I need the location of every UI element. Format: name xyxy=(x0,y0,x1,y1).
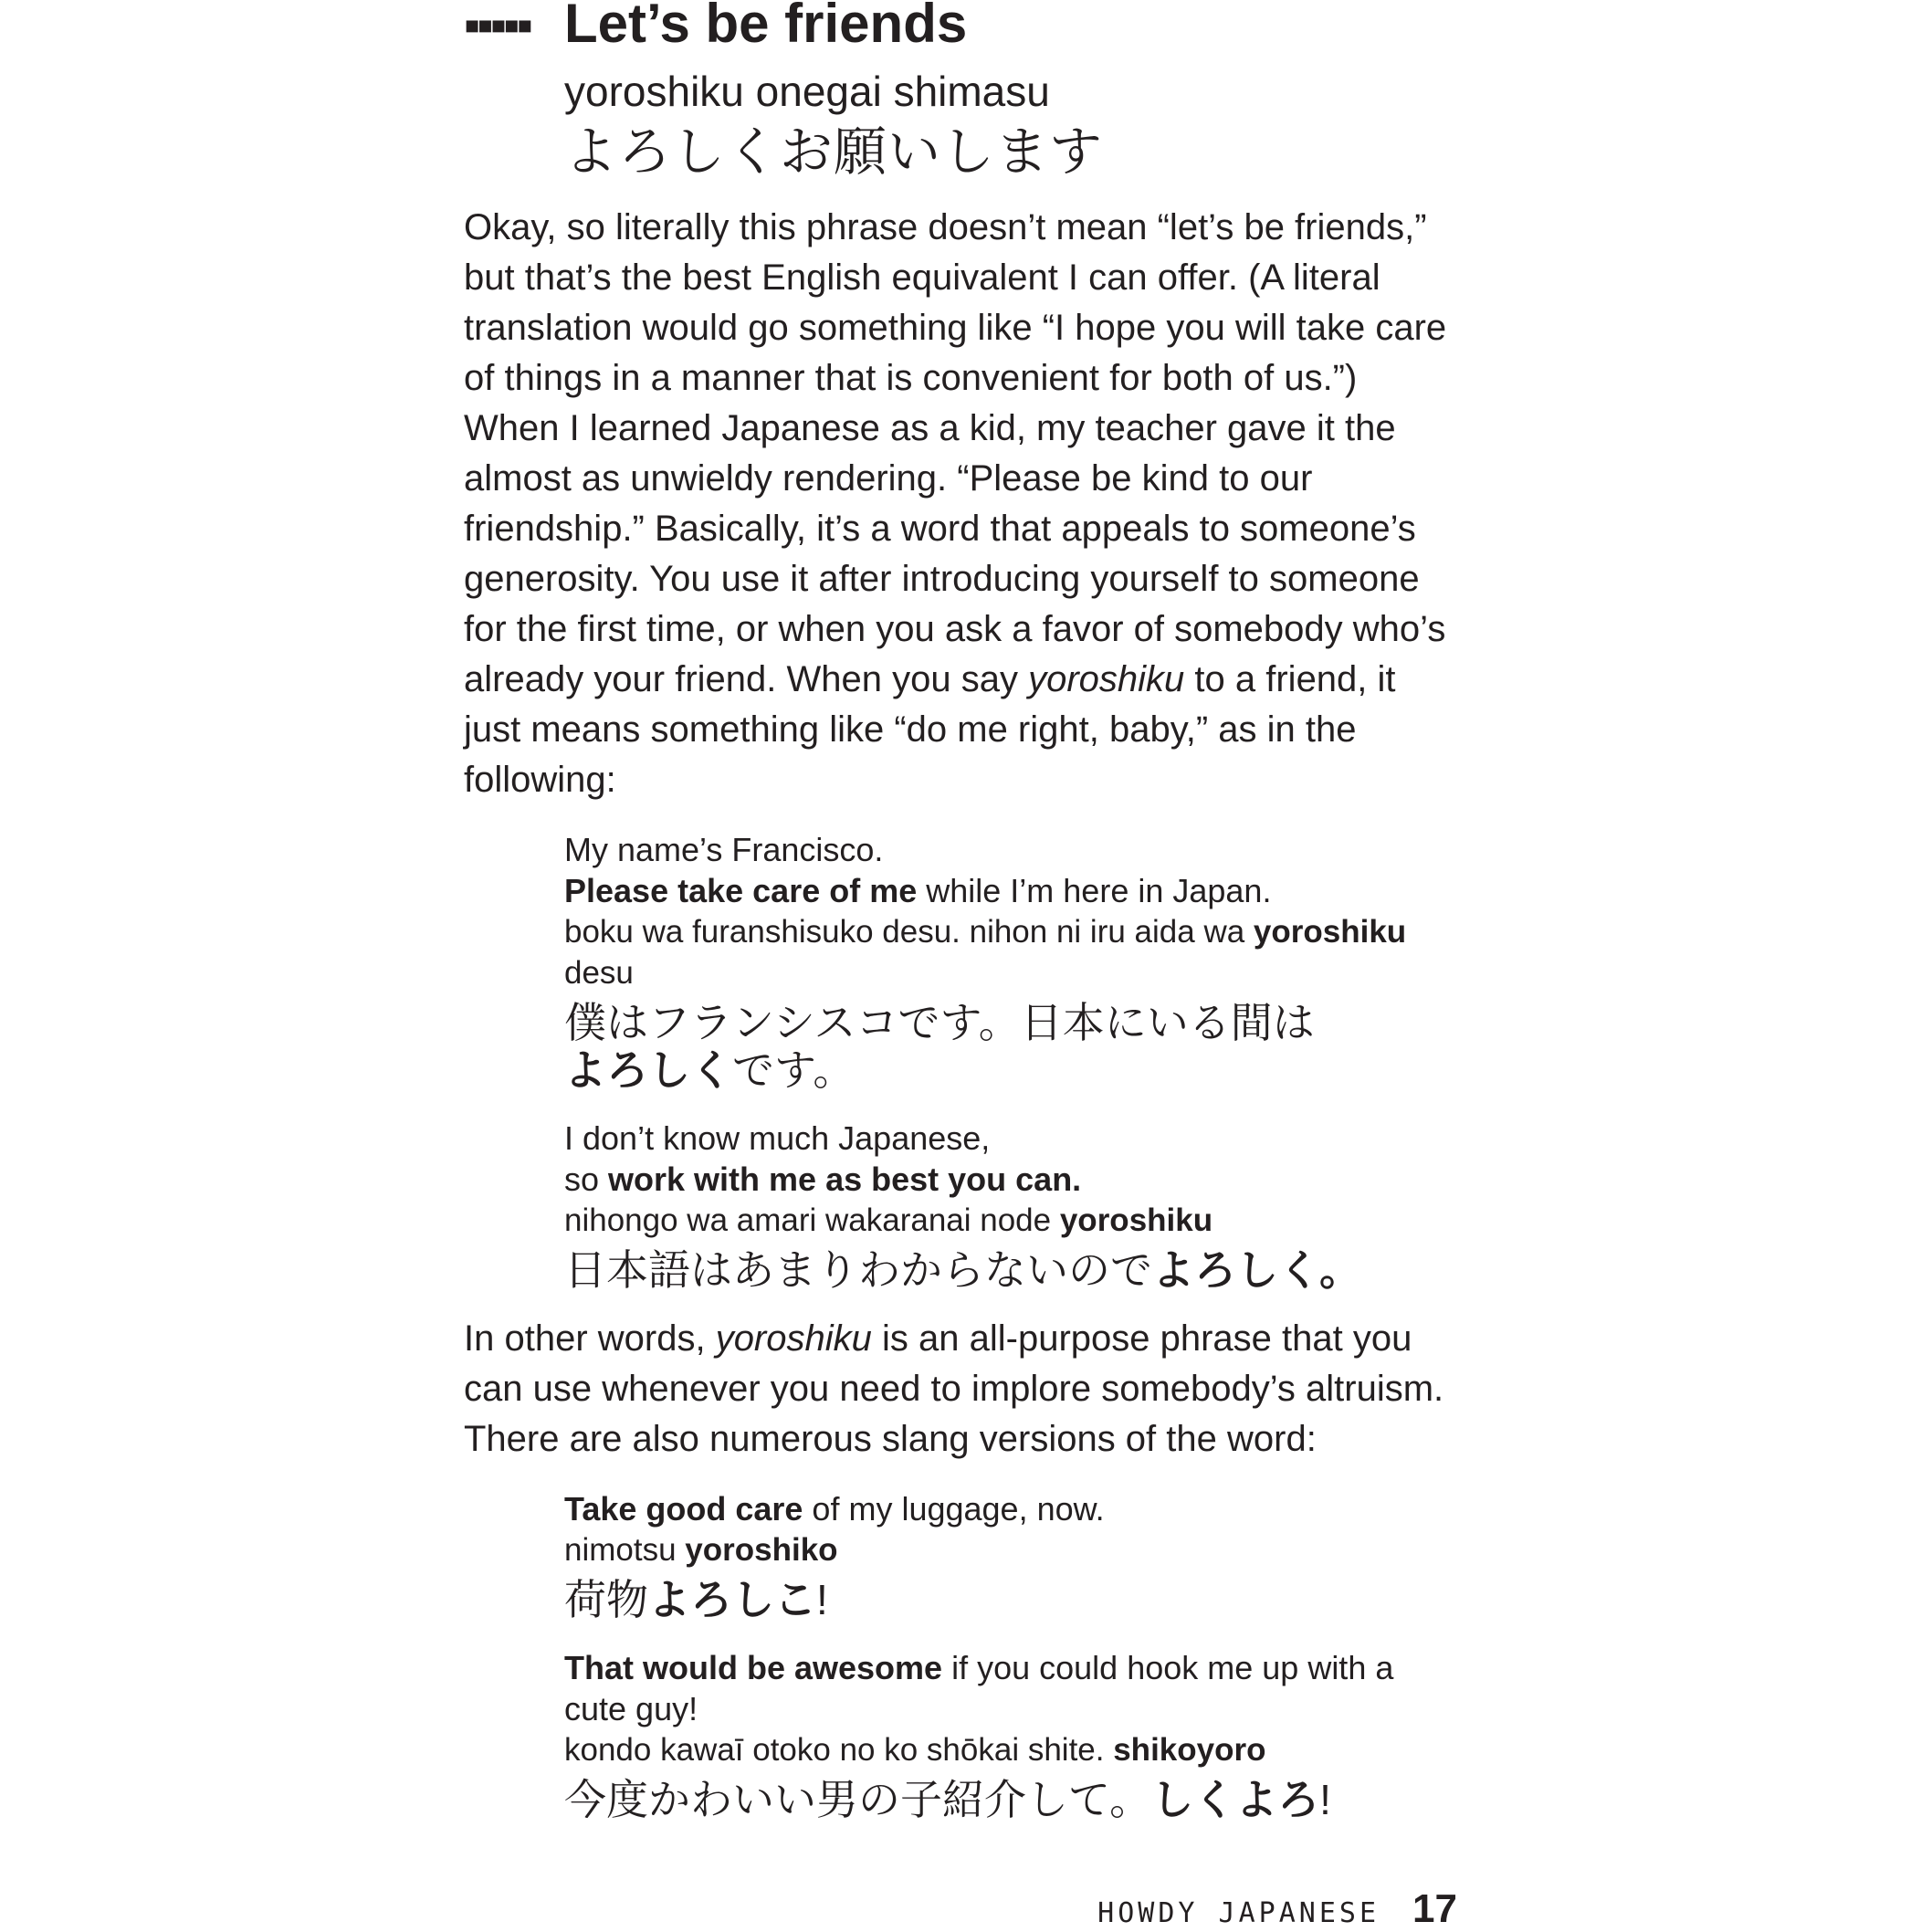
example-japanese-bold: しくよろ xyxy=(1151,1776,1320,1823)
example-english xyxy=(564,1159,1457,1200)
example-english-bold: That would be awesome xyxy=(564,1649,943,1686)
heading-dots: ▪▪▪▪▪ xyxy=(464,0,530,52)
example-little-japanese xyxy=(564,1118,1457,1294)
example-japanese-pre: 日本語はあまりわからないので xyxy=(564,1246,1152,1294)
example-cute-guy xyxy=(564,1647,1457,1823)
example-romaji-pre: boku wa furanshisuko desu. nihon ni iru aida wa xyxy=(564,914,1254,950)
example-japanese-bold: よろしく。 xyxy=(1152,1246,1362,1294)
example-japanese xyxy=(564,999,1457,1094)
example-romaji xyxy=(564,1200,1457,1241)
example-english xyxy=(564,1488,1457,1529)
example-english-pre: so xyxy=(564,1160,609,1198)
example-japanese-line1: 僕はフランシスコです。日本にいる間は xyxy=(564,999,1315,1046)
paragraph-2-text-a: In other words, xyxy=(464,1318,716,1359)
example-english-rest: while I’m here in Japan. xyxy=(917,872,1272,909)
book-title: HOWDY JAPANESE xyxy=(1097,1897,1380,1929)
example-romaji-bold: yoroshiku xyxy=(1059,1202,1213,1238)
heading-japanese: よろしくお願いします xyxy=(564,122,1104,182)
example-romaji xyxy=(564,911,1457,993)
heading-romaji: yoroshiku onegai shimasu xyxy=(564,68,1050,115)
example-english-rest: of my luggage, now. xyxy=(803,1490,1105,1528)
example-romaji-bold: yoroshiku xyxy=(1253,914,1407,950)
example-english xyxy=(564,870,1457,911)
example-japanese-bold: よろしく xyxy=(564,1046,732,1094)
example-japanese-post: ! xyxy=(1319,1776,1331,1823)
paragraph-1-text-a: Okay, so literally this phrase doesn’t mean “let’s be friends,” but that’s the best English equivalent I can offer. (A literal translation would go something like “I hope you will take care of things in a manner that is convenient for both of us.”) When I learned Japanese as a kid, my teacher gave it the almost as unwieldy rendering. “Please be kind to our friendship.” Basically, it’s a word that appeals to someone’s generosity. You use it after introducing yourself to someone for the first time, or when you ask a favor of somebody who’s already your friend. When you say xyxy=(464,207,1447,699)
example-english: I don’t know much Japanese, xyxy=(564,1119,991,1157)
example-japanese xyxy=(564,1576,1457,1623)
example-japanese xyxy=(564,1776,1457,1823)
example-english-bold: Take good care xyxy=(564,1490,803,1528)
page-footer xyxy=(1097,1886,1457,1931)
example-romaji-pre: nihongo wa amari wakaranai node xyxy=(564,1202,1060,1238)
example-japanese-pre: 荷物 xyxy=(564,1576,648,1623)
example-romaji-bold: yoroshiko xyxy=(685,1532,838,1568)
paragraph-2-italic: yoroshiku xyxy=(715,1318,872,1359)
example-english-bold: Please take care of me xyxy=(564,872,918,909)
example-romaji-pre: nimotsu xyxy=(564,1532,686,1568)
paragraph-1-italic: yoroshiku xyxy=(1028,659,1185,699)
example-francisco xyxy=(564,829,1457,1094)
example-japanese-bold: よろしこ xyxy=(648,1576,816,1623)
example-japanese-pre: 今度かわいい男の子紹介して。 xyxy=(564,1776,1152,1823)
page-number: 17 xyxy=(1412,1886,1457,1931)
paragraph-1 xyxy=(464,203,1457,805)
paragraph-2-text-b: is an all-purpose phrase that you can use whenever you need to implore somebody’s altruism. There are also numerous slang versions of the word: xyxy=(464,1318,1444,1459)
section-heading xyxy=(464,0,1457,58)
example-english-bold: work with me as best you can. xyxy=(608,1160,1082,1198)
example-romaji-bold: shikoyoro xyxy=(1113,1732,1266,1768)
example-romaji xyxy=(564,1729,1457,1770)
example-romaji-post: desu xyxy=(564,955,634,991)
example-english-rest: if you could hook me up with a cute guy! xyxy=(564,1649,1394,1727)
heading-title: Let’s be friends xyxy=(564,0,968,54)
example-english: My name’s Francisco. xyxy=(564,831,884,868)
example-romaji xyxy=(564,1529,1457,1570)
book-page xyxy=(464,0,1457,1823)
example-luggage xyxy=(564,1488,1457,1623)
example-japanese xyxy=(564,1246,1457,1294)
example-romaji-pre: kondo kawaī otoko no ko shōkai shite. xyxy=(564,1732,1114,1768)
paragraph-1-text-b: to a friend, it just means something like “do me right, baby,” as in the following: xyxy=(464,659,1396,800)
paragraph-2 xyxy=(464,1314,1457,1465)
example-english xyxy=(564,1647,1457,1729)
example-japanese-post: です。 xyxy=(732,1046,856,1094)
example-japanese-post: ! xyxy=(816,1576,828,1623)
